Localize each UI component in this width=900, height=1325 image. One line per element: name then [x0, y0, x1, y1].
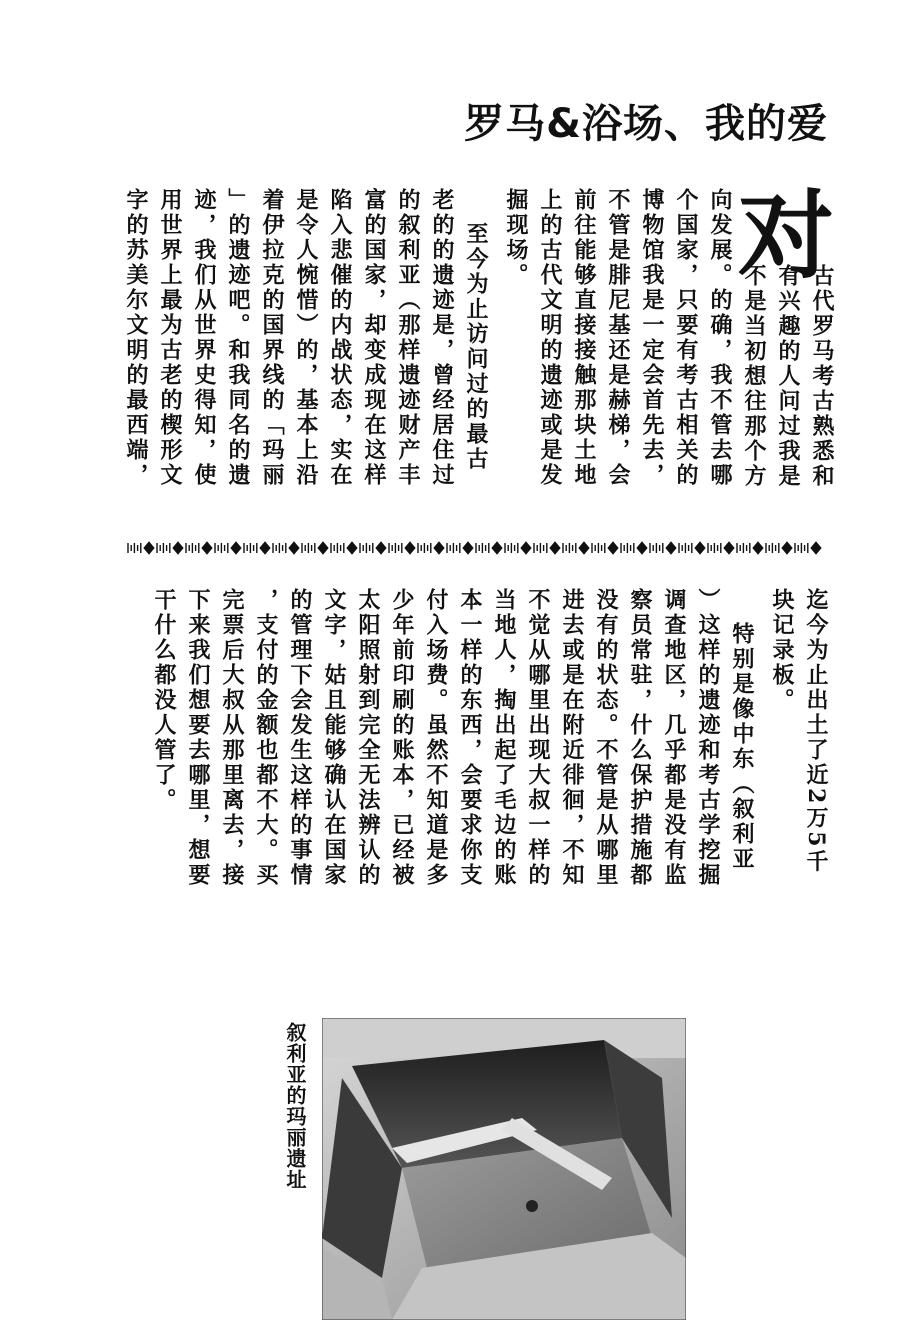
- divider-diamond: [724, 542, 734, 554]
- text-column: 不管是腓尼基还是赫梯，会: [605, 188, 631, 488]
- text-column: 用世界上最为古老的楔形文: [157, 188, 183, 488]
- text-column: 下来我们想要去哪里，想要: [185, 588, 211, 888]
- text-column: 进去或是在附近徘徊，不知: [559, 588, 585, 888]
- divider-diamond: [376, 542, 386, 554]
- text-column: 的管理下会发生这样的事情: [287, 588, 313, 888]
- divider-diamond: [260, 542, 270, 554]
- text-column: 老的的遗迹是，曾经居住过: [429, 188, 455, 488]
- text-column: 完票后大叔从那里离去，接: [219, 588, 245, 888]
- divider-diamond: [173, 542, 183, 554]
- article-title: 罗马&浴场、我的爱: [464, 101, 828, 147]
- text-column: ，支付的金额也都不大。买: [253, 588, 279, 888]
- text-column: 陷入悲催的内战状态，实在: [327, 188, 353, 488]
- text-column: 」的遗迹吧。和我同名的遗: [225, 188, 251, 488]
- text-column: 太阳照射到完全无法辨认的: [355, 588, 381, 888]
- excavation-photo: [322, 1018, 686, 1320]
- divider-diamond: [811, 542, 821, 554]
- text-column: 着伊拉克的国界线的「玛丽: [259, 188, 285, 488]
- text-column: 的叙利亚（那样遗迹财产丰: [395, 188, 421, 488]
- divider-diamond: [434, 542, 444, 554]
- divider-diamond: [289, 542, 299, 554]
- text-column: 少年前印刷的账本，已经被: [389, 588, 415, 888]
- text-column: 本一样的东西，会要求你支: [457, 588, 483, 888]
- text-column: 古代罗马考古熟悉和: [809, 264, 835, 489]
- divider-diamond: [347, 542, 357, 554]
- text-column: 迄今为止出土了近2万5千: [803, 588, 829, 875]
- text-column: 富的国家，却变成现在这样: [361, 188, 387, 488]
- divider-diamond: [318, 542, 328, 554]
- text-column: 块记录板。: [769, 588, 795, 713]
- text-column: 至今为止访问过的最古: [463, 222, 489, 472]
- divider-diamond: [695, 542, 705, 554]
- text-column: 个国家，只要有考古相关的: [673, 188, 699, 488]
- text-column: 调查地区，几乎都是没有监: [661, 588, 687, 888]
- photo-caption: 叙利亚的玛丽遗址: [283, 1022, 307, 1190]
- drop-cap: 对: [738, 180, 834, 292]
- text-column: 付入场费。虽然不知道是多: [423, 588, 449, 888]
- text-column: ）这样的遗迹和考古学挖掘: [695, 588, 721, 888]
- text-column: 博物馆我是一定会首先去，: [639, 188, 665, 488]
- text-column: 干什么都没人管了。: [151, 588, 177, 813]
- decorative-divider: [126, 536, 826, 560]
- text-column: 向发展。的确，我不管去哪: [707, 188, 733, 488]
- text-column: 当地人，掏出起了毛边的账: [491, 588, 517, 888]
- divider-diamond: [463, 542, 473, 554]
- text-column: 迹，我们从世界史得知，使: [191, 188, 217, 488]
- text-column: 没有的状态。不管是从哪里: [593, 588, 619, 888]
- divider-diamond: [492, 542, 502, 554]
- divider-diamond: [231, 542, 241, 554]
- text-column: 文字，姑且能够确认在国家: [321, 588, 347, 888]
- text-column: 察员常驻，什么保护措施都: [627, 588, 653, 888]
- divider-diamond: [405, 542, 415, 554]
- divider-diamond: [782, 542, 792, 554]
- divider-diamond: [202, 542, 212, 554]
- divider-diamond: [579, 542, 589, 554]
- text-column: 不觉从哪里出现大叔一样的: [525, 588, 551, 888]
- text-column: 前往能够直接接触那块土地: [571, 188, 597, 488]
- text-column: 是令人惋惜）的，基本上沿: [293, 188, 319, 488]
- divider-diamond: [521, 542, 531, 554]
- text-column: 上的古代文明的遗迹或是发: [537, 188, 563, 488]
- divider-diamond: [753, 542, 763, 554]
- text-column: 字的苏美尔文明的最西端，: [123, 188, 149, 488]
- text-column: 特别是像中东（叙利亚: [729, 622, 755, 872]
- divider-diamond: [637, 542, 647, 554]
- text-column: 有兴趣的人问过我是: [775, 264, 801, 489]
- divider-diamond: [666, 542, 676, 554]
- text-column: 掘现场。: [503, 188, 529, 288]
- divider-diamond: [608, 542, 618, 554]
- divider-diamond: [550, 542, 560, 554]
- text-column: 不是当初想往那个方: [741, 264, 767, 489]
- divider-diamond: [144, 542, 154, 554]
